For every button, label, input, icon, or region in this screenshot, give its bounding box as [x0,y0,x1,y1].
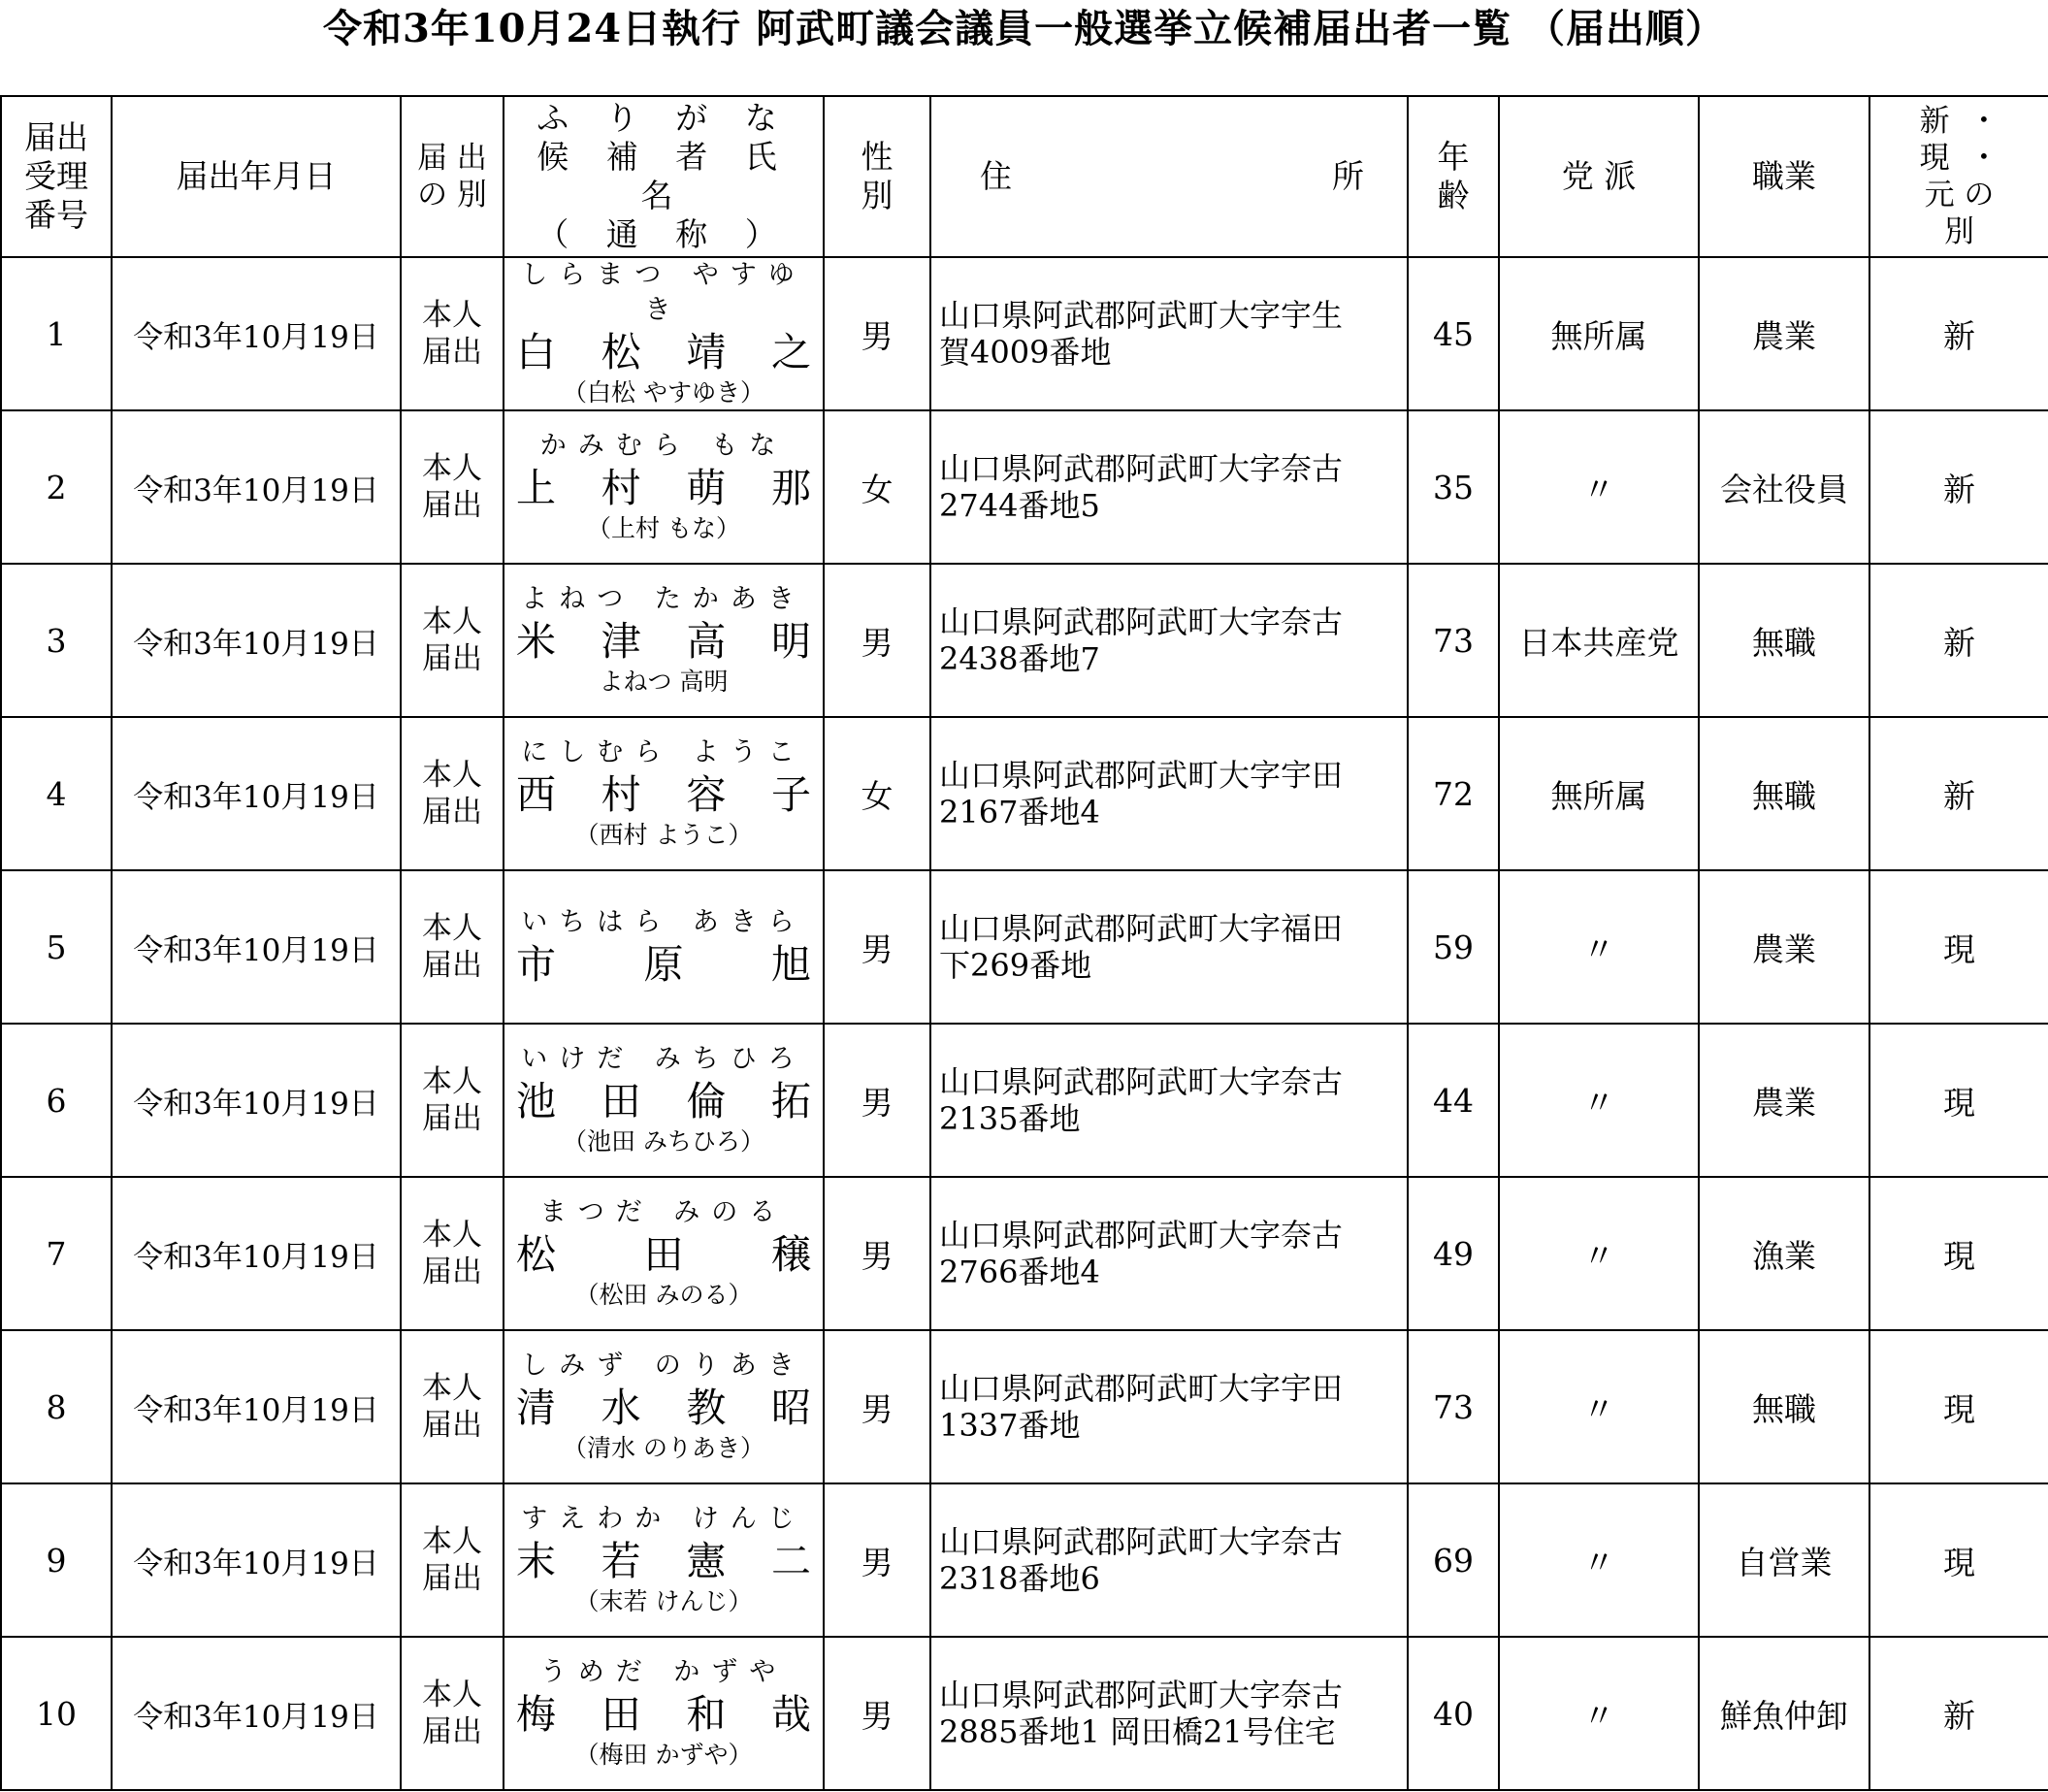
candidate-name: 梅田和哉 [516,1691,811,1738]
cell-date: 令和3年10月19日 [112,870,401,1024]
candidate-furigana: にしむら ようこ [521,737,806,767]
cell-occupation: 無職 [1699,1330,1869,1483]
candidate-alias: （上村 もな） [587,514,740,542]
cell-candidate [504,870,824,1024]
candidate-furigana: しみず のりあき [521,1351,806,1381]
cell-number: 4 [1,717,112,870]
cell-number: 8 [1,1330,112,1483]
candidate-furigana: うめだ かずや [539,1657,788,1687]
cell-filing-type: 本人 届出 [401,564,504,717]
cell-sex: 男 [824,257,930,410]
table-row [1,564,2048,717]
cell-filing-type: 本人 届出 [401,410,504,564]
cell-candidate [504,1330,824,1483]
candidate-alias: （梅田 かずや） [574,1741,753,1769]
cell-age: 44 [1408,1024,1499,1177]
cell-occupation: 自営業 [1699,1483,1869,1637]
cell-address: 山口県阿武郡阿武町大字宇生 賀4009番地 [930,257,1408,410]
cell-number: 6 [1,1024,112,1177]
cell-candidate [504,410,824,564]
table-row [1,1177,2048,1330]
cell-party: 〃 [1499,1024,1699,1177]
cell-address: 山口県阿武郡阿武町大字奈古 2744番地5 [930,410,1408,564]
cell-date: 令和3年10月19日 [112,1330,401,1483]
candidate-name: 池田倫拓 [516,1078,811,1124]
cell-candidate [504,257,824,410]
cell-sex: 女 [824,410,930,564]
table-row [1,1483,2048,1637]
header-age: 年 齢 [1408,96,1499,257]
cell-occupation: 農業 [1699,870,1869,1024]
header-number: 届出 受理 番号 [1,96,112,257]
cell-address: 山口県阿武郡阿武町大字福田 下269番地 [930,870,1408,1024]
cell-party: 〃 [1499,1177,1699,1330]
cell-age: 72 [1408,717,1499,870]
cell-candidate [504,564,824,717]
cell-address: 山口県阿武郡阿武町大字奈古 2135番地 [930,1024,1408,1177]
cell-filing-type: 本人 届出 [401,1024,504,1177]
cell-status: 現 [1869,1330,2048,1483]
table-row [1,870,2048,1024]
cell-address: 山口県阿武郡阿武町大字奈古 2885番地1 岡田橋21号住宅 [930,1637,1408,1790]
cell-party: 〃 [1499,870,1699,1024]
cell-occupation: 会社役員 [1699,410,1869,564]
cell-date: 令和3年10月19日 [112,1024,401,1177]
cell-occupation: 鮮魚仲卸 [1699,1637,1869,1790]
cell-sex: 男 [824,1330,930,1483]
cell-sex: 女 [824,717,930,870]
cell-party: 日本共産党 [1499,564,1699,717]
cell-party: 〃 [1499,410,1699,564]
cell-age: 49 [1408,1177,1499,1330]
cell-candidate [504,1024,824,1177]
candidate-name: 上村萌那 [516,465,811,511]
cell-candidate [504,1483,824,1637]
cell-party: 〃 [1499,1637,1699,1790]
cell-party: 〃 [1499,1483,1699,1637]
cell-date: 令和3年10月19日 [112,410,401,564]
table-row [1,1637,2048,1790]
candidate-name: 西村容子 [516,771,811,818]
cell-status: 現 [1869,870,2048,1024]
cell-party: 〃 [1499,1330,1699,1483]
cell-filing-type: 本人 届出 [401,717,504,870]
candidate-name: 米津高明 [516,618,811,665]
cell-status: 新 [1869,1637,2048,1790]
candidate-name: 市原旭 [516,941,811,988]
cell-candidate [504,1637,824,1790]
candidate-name: 清水教昭 [516,1385,811,1431]
cell-number: 5 [1,870,112,1024]
candidate-alias: （末若 けんじ） [574,1587,753,1615]
cell-date: 令和3年10月19日 [112,717,401,870]
candidate-furigana: まつだ みのる [539,1197,788,1227]
candidate-furigana: よねつ たかあき [521,584,806,614]
cell-filing-type: 本人 届出 [401,1637,504,1790]
header-row [1,96,2048,257]
header-filing-type: 届 出 の 別 [401,96,504,257]
cell-date: 令和3年10月19日 [112,564,401,717]
cell-age: 59 [1408,870,1499,1024]
cell-status: 新 [1869,717,2048,870]
cell-occupation: 農業 [1699,1024,1869,1177]
table-row [1,1024,2048,1177]
cell-status: 現 [1869,1177,2048,1330]
candidate-alias: よねつ 高明 [599,668,729,696]
cell-age: 69 [1408,1483,1499,1637]
cell-filing-type: 本人 届出 [401,1483,504,1637]
cell-date: 令和3年10月19日 [112,1637,401,1790]
candidate-furigana: しらまつ やすゆき [521,260,806,325]
cell-status: 現 [1869,1483,2048,1637]
header-sex: 性 別 [824,96,930,257]
cell-occupation: 無職 [1699,564,1869,717]
document-title: 令和3年10月24日執行 阿武町議会議員一般選挙立候補届出者一覧 （届出順） [322,6,1725,51]
candidate-name: 松田穣 [516,1231,811,1278]
cell-candidate [504,717,824,870]
cell-sex: 男 [824,1177,930,1330]
cell-address: 山口県阿武郡阿武町大字奈古 2766番地4 [930,1177,1408,1330]
cell-party: 無所属 [1499,257,1699,410]
cell-number: 10 [1,1637,112,1790]
header-status: 新 ・ 現 ・ 元 の 別 [1869,96,2048,257]
cell-date: 令和3年10月19日 [112,1483,401,1637]
cell-age: 45 [1408,257,1499,410]
cell-filing-type: 本人 届出 [401,870,504,1024]
cell-date: 令和3年10月19日 [112,257,401,410]
table-row [1,410,2048,564]
cell-status: 新 [1869,257,2048,410]
cell-party: 無所属 [1499,717,1699,870]
cell-status: 新 [1869,410,2048,564]
cell-number: 9 [1,1483,112,1637]
cell-occupation: 農業 [1699,257,1869,410]
cell-sex: 男 [824,1024,930,1177]
cell-number: 3 [1,564,112,717]
cell-address: 山口県阿武郡阿武町大字宇田 1337番地 [930,1330,1408,1483]
cell-occupation: 漁業 [1699,1177,1869,1330]
cell-address: 山口県阿武郡阿武町大字奈古 2438番地7 [930,564,1408,717]
candidate-furigana: すえわか けんじ [521,1504,806,1534]
header-address: 住 所 [930,96,1408,257]
cell-filing-type: 本人 届出 [401,1330,504,1483]
cell-number: 7 [1,1177,112,1330]
candidate-furigana: いけだ みちひろ [521,1044,806,1074]
candidate-name: 末若憲二 [516,1538,811,1584]
cell-occupation: 無職 [1699,717,1869,870]
cell-age: 40 [1408,1637,1499,1790]
cell-date: 令和3年10月19日 [112,1177,401,1330]
cell-sex: 男 [824,1483,930,1637]
candidate-alias: （白松 やすゆき） [563,378,764,407]
header-date: 届出年月日 [112,96,401,257]
header-party: 党 派 [1499,96,1699,257]
cell-sex: 男 [824,1637,930,1790]
candidate-alias: （西村 ようこ） [574,821,753,849]
table-row [1,257,2048,410]
candidate-furigana: いちはら あきら [521,907,806,937]
cell-filing-type: 本人 届出 [401,1177,504,1330]
cell-address: 山口県阿武郡阿武町大字宇田 2167番地4 [930,717,1408,870]
cell-status: 新 [1869,564,2048,717]
cell-filing-type: 本人 届出 [401,257,504,410]
cell-candidate [504,1177,824,1330]
candidate-alias: （清水 のりあき） [563,1434,764,1462]
candidate-furigana: かみむら もな [539,431,788,461]
table-row [1,717,2048,870]
cell-sex: 男 [824,564,930,717]
cell-number: 2 [1,410,112,564]
cell-number: 1 [1,257,112,410]
candidate-alias: （松田 みのる） [574,1281,753,1309]
table-row [1,1330,2048,1483]
header-name: ふ り が な 候 補 者 氏 名 （ 通 称 ） [504,96,824,257]
cell-address: 山口県阿武郡阿武町大字奈古 2318番地6 [930,1483,1408,1637]
cell-age: 73 [1408,564,1499,717]
candidate-table [0,95,2048,1791]
candidate-alias: （池田 みちひろ） [563,1127,764,1156]
cell-sex: 男 [824,870,930,1024]
cell-age: 35 [1408,410,1499,564]
candidate-name: 白松靖之 [516,329,811,375]
header-occupation: 職業 [1699,96,1869,257]
cell-age: 73 [1408,1330,1499,1483]
cell-status: 現 [1869,1024,2048,1177]
